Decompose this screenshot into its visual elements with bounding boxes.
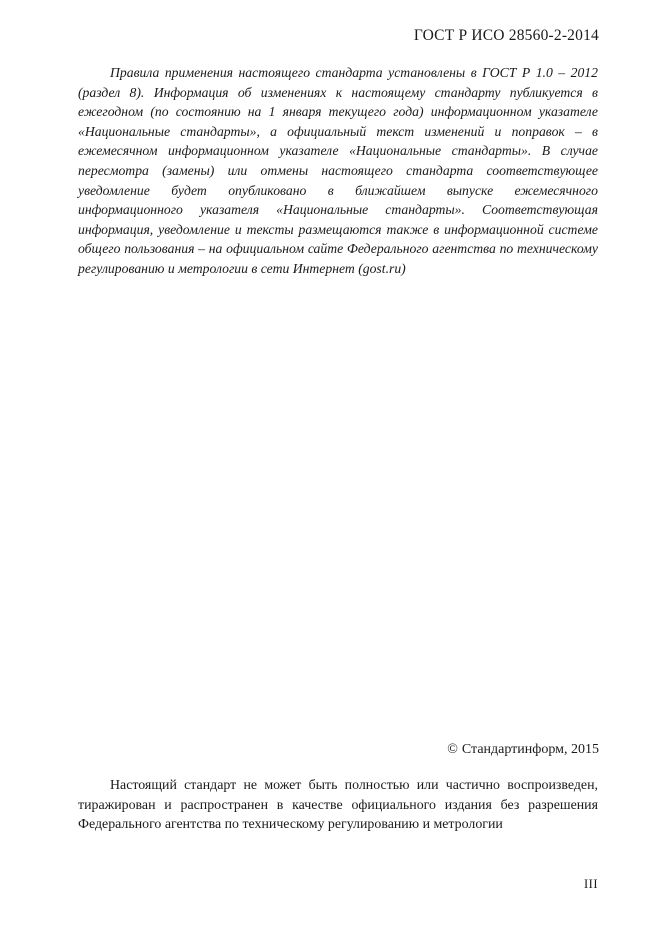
copyright-line — [447, 742, 599, 758]
reproduction-notice-paragraph: Настоящий стандарт не может быть полностью или частично воспроизведен, тиражирован и распространен в качестве официального издания без разрешения Федерального агентства по техническому регулированию и метрологии — [78, 778, 598, 833]
page-number: III — [584, 877, 598, 891]
standard-code-header: ГОСТ Р ИСО 28560-2-2014 — [413, 27, 599, 44]
usage-rules-paragraph: Правила применения настоящего стандарта установлены в ГОСТ Р 1.0 – 2012 (раздел 8). Информация об изменениях к настоящему стандарту публикуется в ежегодном (по состоянию на 1 января текущего года) информационном указателе «Национальные стандарты», а официальный текст изменений и поправок – в ежемесячном информационном указателе «Национальные стандарты». В случае пересмотра (замены) или отмены настоящего стандарта соответствующее уведомление будет опубликовано в ближайшем выпуске ежемесячного информационного указателя «Национальные стандарты». Соответствующая информация, уведомление и тексты размещаются также в информационной системе общего пользования – на официальном сайте Федерального агентства по техническому регулированию и метрологии в сети Интернет (gost.ru) — [78, 65, 598, 276]
copyright-text: Стандартинформ, 2015 — [461, 742, 599, 757]
copyright-symbol: © — [447, 742, 458, 757]
